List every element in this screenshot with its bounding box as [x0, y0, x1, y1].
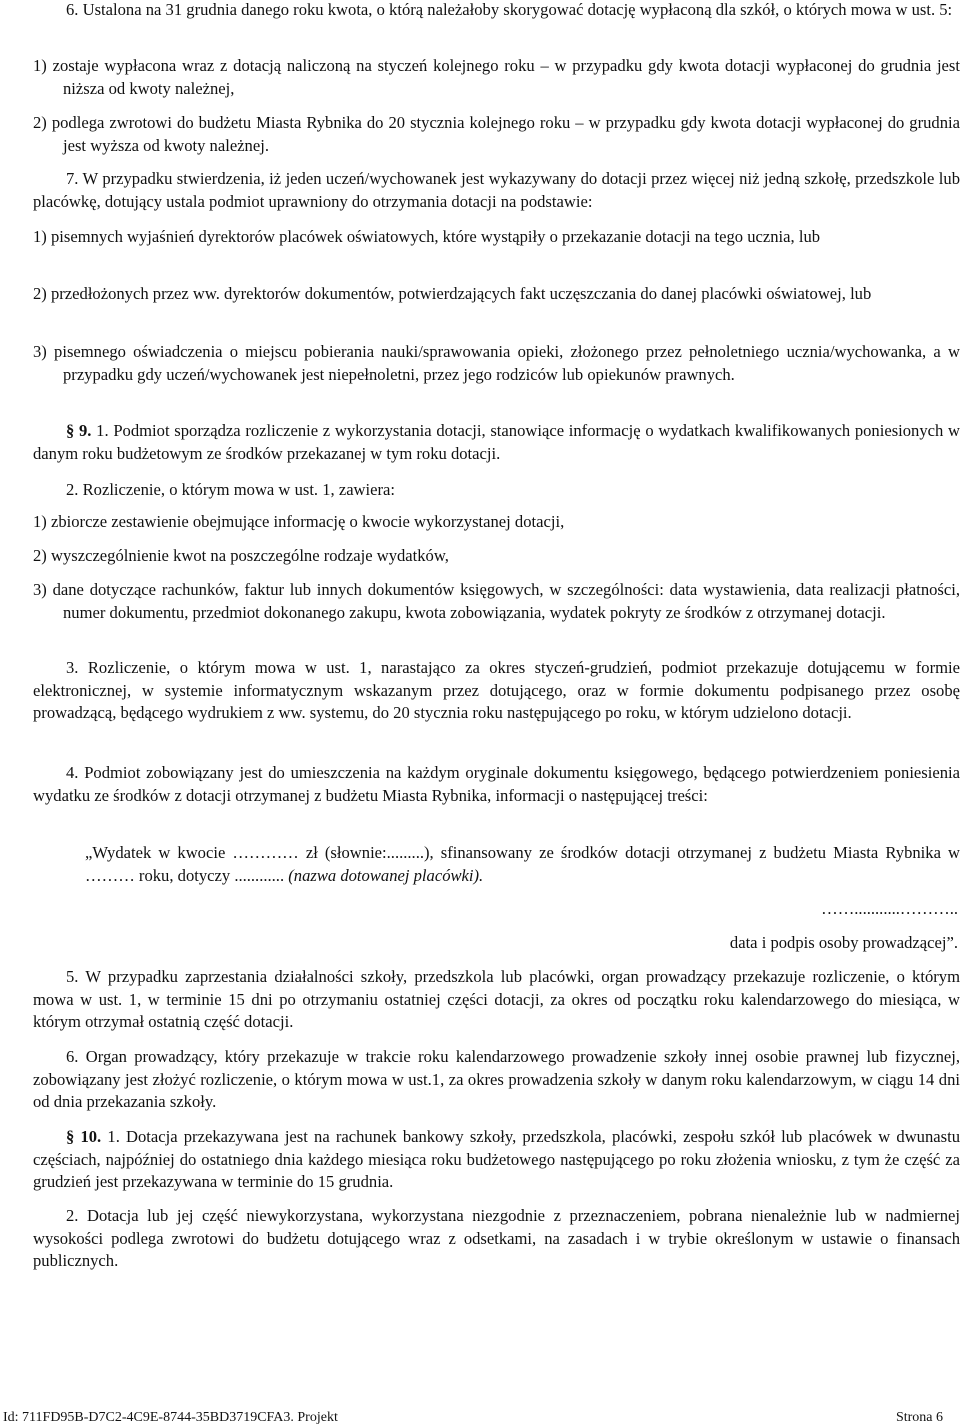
- signature-dots: ……...........………..: [821, 899, 958, 918]
- paragraph-6-item-1: 1) zostaje wypłacona wraz z dotacją naliczoną na styczeń kolejnego roku – w przypadku gdy kwota dotacji wypłaconej do grudnia jest niższa od kwoty należnej,: [33, 56, 960, 98]
- quoted-formula-text: „Wydatek w kwocie ………… zł (słownie:.........), sfinansowany ze środków dotacji otrzymanej z budżetu Miasta Rybnika w ……… roku, dotyczy ............: [85, 843, 960, 885]
- section-9-para-4: 4. Podmiot zobowiązany jest do umieszczenia na każdym oryginale dokumentu księgowego, będącego potwierdzeniem poniesienia wydatku ze środków z dotacji otrzymanej z budżetu Miasta Rybnika, informacji o następującej treści:: [33, 763, 960, 805]
- paragraph-7-item-2: 2) przedłożonych przez ww. dyrektorów dokumentów, potwierdzających fakt uczęszczania do danej placówki oświatowej, lub: [33, 284, 872, 303]
- section-9-para-6: 6. Organ prowadzący, który przekazuje w trakcie roku kalendarzowego prowadzenie szkoły innej osobie prawnej lub fizycznej, zobowiązany jest złożyć rozliczenie, o którym mowa w ust.1, za okres prowadzenia szkoły w danym roku kalendarzowym, w ciągu 14 dni od dnia przekazania szkoły.: [33, 1047, 960, 1111]
- section-9-para-2: 2. Rozliczenie, o którym mowa w ust. 1, zawiera:: [66, 480, 396, 499]
- section-10-para-2: 2. Dotacja lub jej część niewykorzystana, wykorzystana niezgodnie z przeznaczeniem, pobrana nienależnie lub w nadmiernej wysokości podlega zwrotowi do budżetu dotującego wraz z odsetkami, na zasadach i w trybie określonym w ustawie o finansach publicznych.: [33, 1206, 960, 1270]
- section-9-para-2-item-1: 1) zbiorcze zestawienie obejmujące informację o kwocie wykorzystanej dotacji,: [33, 512, 565, 531]
- quoted-formula: [85, 842, 960, 887]
- document-id: Id: 711FD95B-D7C2-4C9E-8744-35BD3719CFA3. Projekt: [3, 1410, 338, 1425]
- section-9-para-1-text: 1. Podmiot sporządza rozliczenie z wykorzystania dotacji, stanowiące informację o wydatkach kwalifikowanych poniesionych w danym roku budżetowym ze środków przekazanej w tym roku dotacji.: [33, 421, 960, 463]
- section-9-para-2-item-3: 3) dane dotyczące rachunków, faktur lub innych dokumentów księgowych, w szczególności: data wystawienia, data realizacji płatności, numer dokumentu, przedmiot dokonanego zakupu, kwota zobowiązania, wydatek pokryty ze środków z otrzymanej dotacji.: [33, 580, 960, 622]
- section-9-label: § 9.: [66, 421, 92, 440]
- section-9-para-3: 3. Rozliczenie, o którym mowa w ust. 1, narastająco za okres styczeń-grudzień, podmiot przekazuje dotującemu w formie elektronicznej, w systemie informatycznym wskazanym przez dotującego, oraz w formie dokumentu podpisanego przez osobę prowadzącą, będącego wydrukiem z ww. systemu, do 20 stycznia roku następującego po roku, w którym udzielono dotacji.: [33, 658, 960, 722]
- section-10-label: § 10.: [66, 1127, 102, 1146]
- paragraph-7-item-1: 1) pisemnych wyjaśnień dyrektorów placówek oświatowych, które wystąpiły o przekazanie dotacji na tego ucznia, lub: [33, 227, 821, 246]
- section-10-para-1: [33, 1126, 960, 1194]
- quoted-formula-italic: (nazwa dotowanej placówki).: [288, 865, 484, 885]
- paragraph-6-item-2: 2) podlega zwrotowi do budżetu Miasta Rybnika do 20 stycznia kolejnego roku – w przypadku gdy kwota dotacji wypłaconej do grudnia jest wyższa od kwoty należnej.: [33, 113, 960, 155]
- section-10-para-1-text: 1. Dotacja przekazywana jest na rachunek bankowy szkoły, przedszkola, placówki, zespołu szkół lub placówek w dwunastu częściach, najpóźniej do ostatniego dnia każdego miesiąca roku budżetowego następującego po roku złożenia wniosku, z tym że część za grudzień jest przekazywana w terminie do 15 grudnia.: [33, 1127, 960, 1191]
- page-number: Strona 6: [895, 1410, 943, 1425]
- paragraph-7-item-3: 3) pisemnego oświadczenia o miejscu pobierania nauki/sprawowania opieki, złożonego przez pełnoletniego ucznia/wychowanka, a w przypadku gdy uczeń/wychowanek jest niepełnoletni, przez jego rodziców lub opiekunów prawnych.: [33, 342, 960, 384]
- paragraph-6: 6. Ustalona na 31 grudnia danego roku kwota, o którą należałoby skorygować dotację wypłaconą dla szkół, o których mowa w ust. 5:: [66, 0, 953, 19]
- section-9-para-2-item-2: 2) wyszczególnienie kwot na poszczególne rodzaje wydatków,: [33, 546, 449, 565]
- signature-label: data i podpis osoby prowadzącej”.: [729, 933, 958, 952]
- page-footer: [3, 1409, 943, 1427]
- paragraph-7: 7. W przypadku stwierdzenia, iż jeden uczeń/wychowanek jest wykazywany do dotacji przez więcej niż jedną szkołę, przedszkole lub placówkę, dotujący ustala podmiot uprawniony do otrzymania dotacji na podstawie:: [33, 169, 960, 211]
- section-9-para-5: 5. W przypadku zaprzestania działalności szkoły, przedszkola lub placówki, organ prowadzący przekazuje rozliczenie, o którym mowa w ust. 1, w terminie 15 dni po otrzymaniu ostatniej części dotacji, za okres od początku roku kalendarzowego do miesiąca, w którym otrzymał ostatnią część dotacji.: [33, 967, 960, 1031]
- section-9-para-1: [33, 420, 960, 465]
